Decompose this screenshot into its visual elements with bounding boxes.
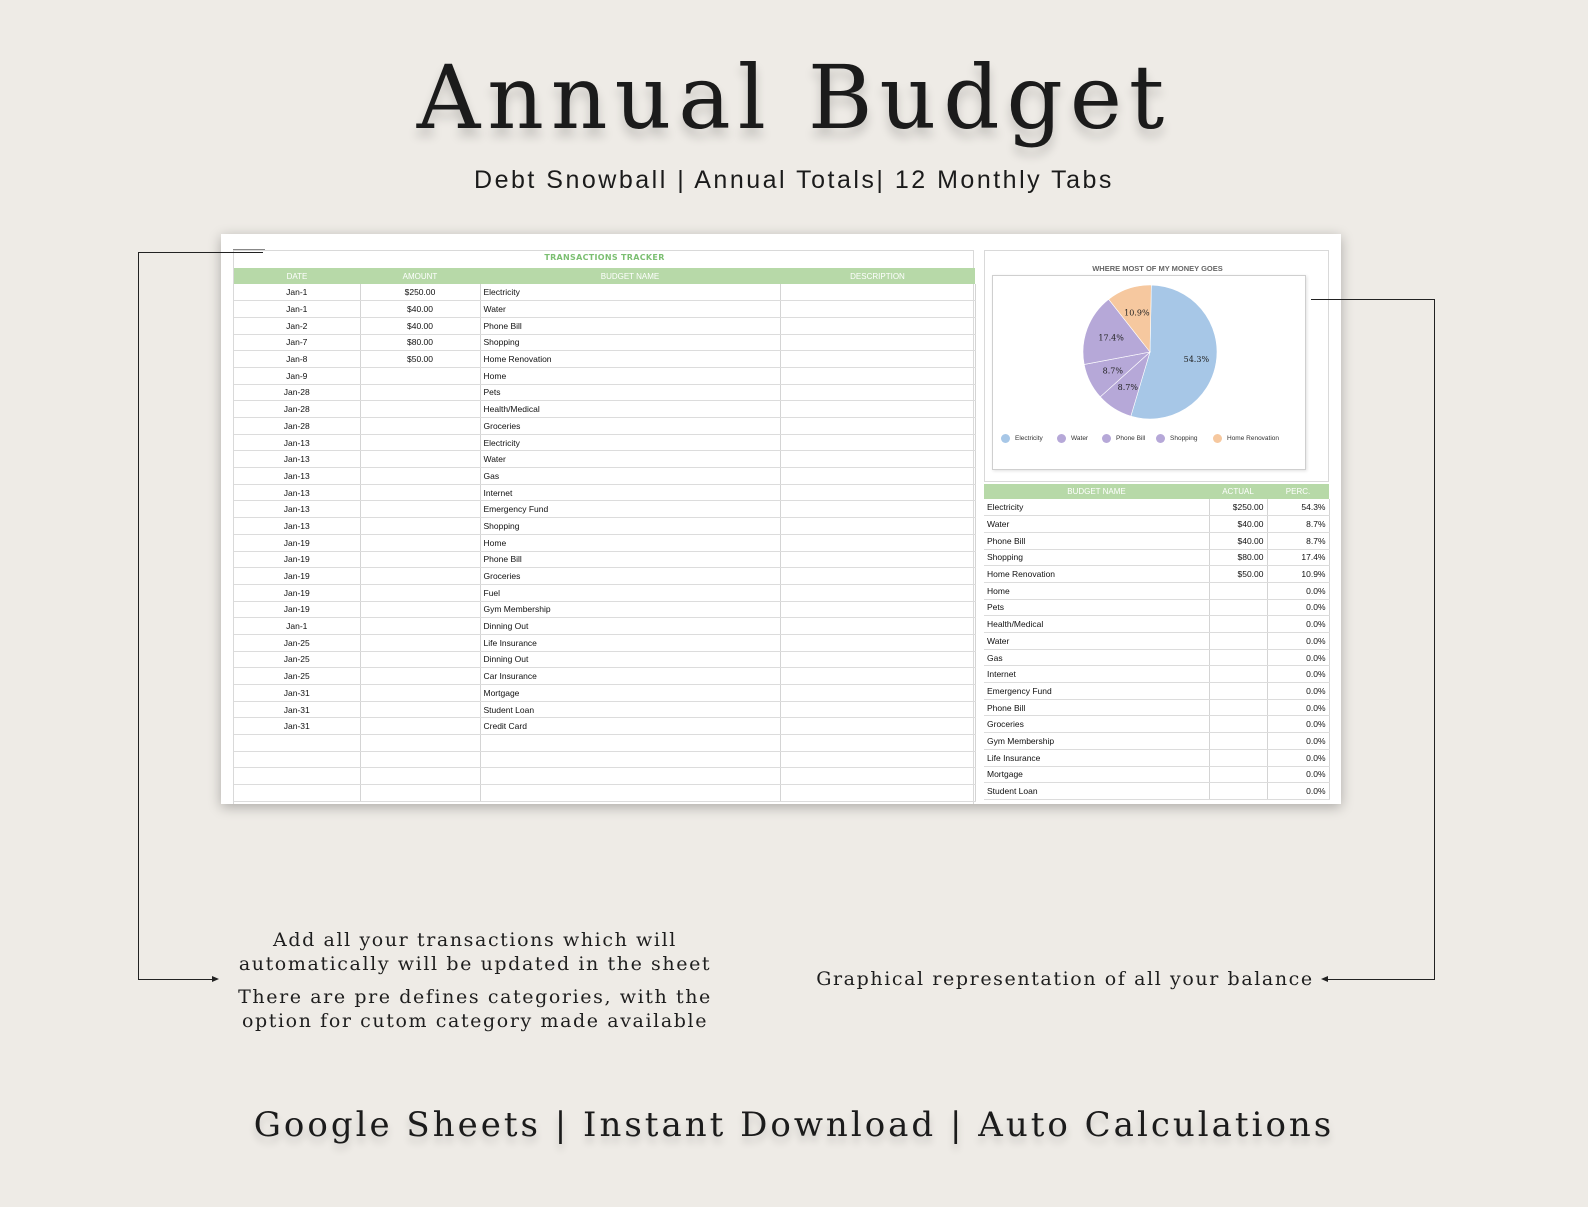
table-row — [984, 516, 1329, 533]
cell-budget-name[interactable]: Car Insurance — [480, 668, 780, 685]
cell-amount[interactable]: $40.00 — [360, 301, 480, 318]
cell-perc[interactable]: 8.7% — [1267, 516, 1329, 533]
table-row — [234, 484, 975, 501]
cell-budget-name[interactable]: Emergency Fund — [480, 501, 780, 518]
cell-date[interactable]: Jan-1 — [234, 618, 360, 635]
legend-item[interactable] — [1156, 434, 1197, 443]
cell-budget-name[interactable]: Groceries — [480, 568, 780, 585]
cell-amount[interactable] — [360, 384, 480, 401]
table-row — [984, 649, 1329, 666]
legend-label: Phone Bill — [1116, 435, 1146, 442]
table-row — [984, 499, 1329, 516]
table-row — [234, 601, 975, 618]
cell-amount[interactable] — [360, 534, 480, 551]
table-row — [234, 685, 975, 702]
summary-header-row — [984, 484, 1329, 499]
cell-date[interactable]: Jan-19 — [234, 568, 360, 585]
table-row — [234, 668, 975, 685]
cell-perc[interactable]: 17.4% — [1267, 549, 1329, 566]
cell-description[interactable] — [780, 718, 975, 735]
table-row — [984, 766, 1329, 783]
cell-description[interactable] — [780, 317, 975, 334]
cell-budget-name[interactable]: Shopping — [480, 518, 780, 535]
table-row — [234, 618, 975, 635]
cell-amount[interactable] — [360, 668, 480, 685]
table-row — [234, 284, 975, 301]
cell-description[interactable] — [780, 284, 975, 301]
cell-budget-name[interactable]: Water — [480, 301, 780, 318]
cell-date[interactable]: Jan-1 — [234, 284, 360, 301]
cell-description[interactable] — [780, 735, 975, 752]
col-header-summary-budget-name[interactable]: BUDGET NAME — [984, 484, 1209, 499]
table-row — [984, 733, 1329, 750]
cell-budget-name[interactable] — [480, 768, 780, 785]
table-row — [234, 751, 975, 768]
cell-date[interactable]: Jan-13 — [234, 518, 360, 535]
cell-budget-name[interactable]: Home — [984, 582, 1209, 599]
table-row — [984, 633, 1329, 650]
caption-transactions — [230, 928, 720, 976]
cell-perc[interactable]: 8.7% — [1267, 532, 1329, 549]
cell-date[interactable] — [234, 735, 360, 752]
cell-description[interactable] — [780, 685, 975, 702]
table-row — [234, 451, 975, 468]
cell-description[interactable] — [780, 451, 975, 468]
table-row — [234, 401, 975, 418]
caption-transactions-line1: Add all your transactions which will — [273, 929, 677, 951]
table-row — [234, 785, 975, 802]
legend-label: Home Renovation — [1227, 435, 1280, 442]
cell-amount[interactable] — [360, 434, 480, 451]
legend-swatch — [1102, 434, 1111, 443]
table-row — [234, 301, 975, 318]
cell-actual[interactable] — [1209, 582, 1267, 599]
cell-amount[interactable] — [360, 634, 480, 651]
cell-description[interactable] — [780, 401, 975, 418]
caption-graphical: Graphical representation of all your balance — [816, 968, 1314, 990]
cell-perc[interactable]: 0.0% — [1267, 649, 1329, 666]
cell-budget-name[interactable]: Student Loan — [984, 783, 1209, 800]
cell-perc[interactable]: 0.0% — [1267, 683, 1329, 700]
col-header-amount[interactable]: AMOUNT — [360, 268, 480, 284]
hero-subtitle: Debt Snowball | Annual Totals| 12 Monthly Tabs — [474, 166, 1114, 194]
cell-description[interactable] — [780, 351, 975, 368]
cell-budget-name[interactable]: Emergency Fund — [984, 683, 1209, 700]
cell-description[interactable] — [780, 434, 975, 451]
cell-date[interactable]: Jan-31 — [234, 718, 360, 735]
cell-budget-name[interactable] — [480, 735, 780, 752]
cell-amount[interactable]: $250.00 — [360, 284, 480, 301]
pie-data-label: 8.7% — [1102, 366, 1123, 376]
cell-budget-name[interactable]: Gym Membership — [480, 601, 780, 618]
cell-amount[interactable] — [360, 468, 480, 485]
cell-amount[interactable] — [360, 501, 480, 518]
cell-perc[interactable]: 0.0% — [1267, 766, 1329, 783]
table-row — [234, 651, 975, 668]
cell-date[interactable]: Jan-13 — [234, 501, 360, 518]
legend-item[interactable] — [1213, 434, 1279, 443]
table-row — [234, 468, 975, 485]
cell-actual[interactable] — [1209, 749, 1267, 766]
connector-line-right-bottom — [1327, 979, 1435, 980]
table-row — [984, 616, 1329, 633]
transactions-table — [234, 268, 976, 802]
legend-swatch — [1057, 434, 1066, 443]
cell-date[interactable]: Jan-19 — [234, 584, 360, 601]
connector-line-left-bottom — [138, 979, 214, 980]
cell-perc[interactable]: 0.0% — [1267, 783, 1329, 800]
cell-budget-name[interactable]: Pets — [480, 384, 780, 401]
cell-actual[interactable] — [1209, 599, 1267, 616]
table-row — [234, 518, 975, 535]
cell-date[interactable]: Jan-13 — [234, 468, 360, 485]
spreadsheet-preview — [221, 234, 1341, 804]
table-row — [984, 699, 1329, 716]
cell-perc[interactable]: 0.0% — [1267, 599, 1329, 616]
chart-legend — [1001, 434, 1301, 446]
table-row — [984, 716, 1329, 733]
col-header-perc[interactable]: PERC. — [1267, 484, 1329, 499]
cell-date[interactable]: Jan-13 — [234, 434, 360, 451]
cell-budget-name[interactable]: Groceries — [480, 418, 780, 435]
cell-description[interactable] — [780, 534, 975, 551]
pie-data-label: 8.7% — [1117, 383, 1138, 393]
transactions-tracker — [233, 250, 974, 804]
table-row — [234, 434, 975, 451]
arrow-left-icon — [1321, 976, 1328, 982]
caption-transactions-line2: automatically will be updated in the sheet — [238, 953, 712, 975]
cell-date[interactable]: Jan-31 — [234, 701, 360, 718]
arrow-right-icon — [212, 976, 219, 982]
cell-date[interactable]: Jan-9 — [234, 367, 360, 384]
cell-description[interactable] — [780, 584, 975, 601]
cell-amount[interactable] — [360, 551, 480, 568]
cell-amount[interactable] — [360, 735, 480, 752]
cell-actual[interactable] — [1209, 616, 1267, 633]
cell-description[interactable] — [780, 518, 975, 535]
col-header-actual[interactable]: ACTUAL — [1209, 484, 1267, 499]
pie-data-label: 10.9% — [1124, 308, 1150, 318]
footer-features: Google Sheets | Instant Download | Auto Calculations — [253, 1105, 1335, 1145]
cell-budget-name[interactable]: Pets — [984, 599, 1209, 616]
cell-date[interactable]: Jan-19 — [234, 601, 360, 618]
cell-date[interactable]: Jan-28 — [234, 384, 360, 401]
cell-actual[interactable] — [1209, 733, 1267, 750]
table-row — [234, 418, 975, 435]
cell-amount[interactable] — [360, 568, 480, 585]
table-row — [234, 568, 975, 585]
cell-budget-name[interactable]: Health/Medical — [480, 401, 780, 418]
cell-budget-name[interactable]: Life Insurance — [984, 749, 1209, 766]
cell-perc[interactable]: 0.0% — [1267, 733, 1329, 750]
cell-perc[interactable]: 0.0% — [1267, 633, 1329, 650]
cell-budget-name[interactable]: Electricity — [480, 284, 780, 301]
cell-date[interactable]: Jan-2 — [234, 317, 360, 334]
caption-categories-line1: There are pre defines categories, with the — [238, 986, 712, 1008]
cell-perc[interactable]: 0.0% — [1267, 716, 1329, 733]
cell-actual[interactable] — [1209, 783, 1267, 800]
cell-budget-name[interactable]: Phone Bill — [984, 532, 1209, 549]
cell-amount[interactable] — [360, 367, 480, 384]
cell-actual[interactable]: $50.00 — [1209, 566, 1267, 583]
cell-budget-name[interactable]: Internet — [984, 666, 1209, 683]
cell-description[interactable] — [780, 301, 975, 318]
cell-budget-name[interactable]: Shopping — [480, 334, 780, 351]
hero-title: Annual Budget — [416, 46, 1172, 149]
cell-actual[interactable] — [1209, 649, 1267, 666]
legend-label: Shopping — [1170, 435, 1198, 442]
cell-description[interactable] — [780, 468, 975, 485]
cell-budget-name[interactable] — [480, 785, 780, 802]
cell-budget-name[interactable]: Student Loan — [480, 701, 780, 718]
cell-description[interactable] — [780, 651, 975, 668]
table-row — [234, 384, 975, 401]
connector-line-right-top — [1311, 299, 1435, 300]
connector-line-left-top — [138, 252, 263, 253]
cell-perc[interactable]: 0.0% — [1267, 749, 1329, 766]
cell-actual[interactable] — [1209, 766, 1267, 783]
cell-amount[interactable] — [360, 718, 480, 735]
connector-line-right-vertical — [1434, 299, 1435, 979]
cell-date[interactable]: Jan-28 — [234, 401, 360, 418]
table-row — [234, 551, 975, 568]
cell-amount[interactable]: $50.00 — [360, 351, 480, 368]
cell-perc[interactable]: 0.0% — [1267, 582, 1329, 599]
cell-budget-name[interactable]: Dinning Out — [480, 651, 780, 668]
legend-label: Electricity — [1015, 435, 1043, 442]
cell-budget-name[interactable]: Phone Bill — [480, 317, 780, 334]
cell-amount[interactable] — [360, 451, 480, 468]
cell-amount[interactable] — [360, 484, 480, 501]
table-row — [984, 599, 1329, 616]
cell-date[interactable]: Jan-19 — [234, 534, 360, 551]
cell-actual[interactable] — [1209, 683, 1267, 700]
cell-description[interactable] — [780, 484, 975, 501]
table-row — [234, 367, 975, 384]
cell-date[interactable]: Jan-25 — [234, 668, 360, 685]
cell-budget-name[interactable]: Gas — [984, 649, 1209, 666]
table-row — [984, 783, 1329, 800]
transactions-title: TRANSACTIONS TRACKER — [544, 253, 665, 262]
table-row — [984, 666, 1329, 683]
cell-perc[interactable]: 0.0% — [1267, 699, 1329, 716]
cell-date[interactable] — [234, 768, 360, 785]
cell-description[interactable] — [780, 668, 975, 685]
transactions-header-row — [234, 268, 975, 284]
table-row — [234, 634, 975, 651]
cell-description[interactable] — [780, 501, 975, 518]
legend-item[interactable] — [1102, 434, 1145, 443]
cell-budget-name[interactable]: Phone Bill — [984, 699, 1209, 716]
cell-budget-name[interactable] — [480, 751, 780, 768]
cell-description[interactable] — [780, 701, 975, 718]
cell-actual[interactable] — [1209, 633, 1267, 650]
table-row — [234, 718, 975, 735]
cell-budget-name[interactable]: Dinning Out — [480, 618, 780, 635]
cell-budget-name[interactable]: Health/Medical — [984, 616, 1209, 633]
cell-date[interactable]: Jan-25 — [234, 651, 360, 668]
cell-description[interactable] — [780, 768, 975, 785]
legend-swatch — [1156, 434, 1165, 443]
cell-description[interactable] — [780, 384, 975, 401]
cell-date[interactable] — [234, 751, 360, 768]
legend-swatch — [1213, 434, 1222, 443]
cell-budget-name[interactable]: Home — [480, 367, 780, 384]
cell-amount[interactable] — [360, 584, 480, 601]
cell-description[interactable] — [780, 751, 975, 768]
table-row — [234, 735, 975, 752]
col-header-budget-name[interactable]: BUDGET NAME — [480, 268, 780, 284]
cell-amount[interactable] — [360, 418, 480, 435]
cell-budget-name[interactable]: Groceries — [984, 716, 1209, 733]
cell-description[interactable] — [780, 568, 975, 585]
cell-actual[interactable] — [1209, 699, 1267, 716]
cell-perc[interactable]: 0.0% — [1267, 616, 1329, 633]
cell-amount[interactable] — [360, 401, 480, 418]
cell-date[interactable]: Jan-13 — [234, 451, 360, 468]
caption-categories — [230, 985, 720, 1033]
table-row — [234, 317, 975, 334]
cell-amount[interactable] — [360, 685, 480, 702]
cell-amount[interactable] — [360, 651, 480, 668]
cell-budget-name[interactable]: Internet — [480, 484, 780, 501]
cell-date[interactable]: Jan-1 — [234, 301, 360, 318]
cell-budget-name[interactable]: Shopping — [984, 549, 1209, 566]
caption-categories-line2: option for cutom category made available — [241, 1010, 709, 1032]
cell-budget-name[interactable]: Gas — [480, 468, 780, 485]
table-row — [984, 549, 1329, 566]
table-row — [234, 334, 975, 351]
cell-budget-name[interactable]: Life Insurance — [480, 634, 780, 651]
col-header-description[interactable]: DESCRIPTION — [780, 268, 975, 284]
cell-amount[interactable]: $80.00 — [360, 334, 480, 351]
cell-amount[interactable] — [360, 701, 480, 718]
cell-budget-name[interactable]: Gym Membership — [984, 733, 1209, 750]
legend-item[interactable] — [1001, 434, 1043, 443]
cell-budget-name[interactable]: Home — [480, 534, 780, 551]
table-row — [234, 501, 975, 518]
cell-actual[interactable] — [1209, 666, 1267, 683]
table-row — [984, 749, 1329, 766]
cell-description[interactable] — [780, 618, 975, 635]
cell-budget-name[interactable]: Home Renovation — [480, 351, 780, 368]
cell-description[interactable] — [780, 334, 975, 351]
cell-amount[interactable] — [360, 601, 480, 618]
pie-data-label: 17.4% — [1098, 333, 1124, 343]
cell-amount[interactable] — [360, 751, 480, 768]
cell-budget-name[interactable]: Electricity — [480, 434, 780, 451]
cell-budget-name[interactable]: Credit Card — [480, 718, 780, 735]
cell-amount[interactable] — [360, 618, 480, 635]
cell-actual[interactable] — [1209, 716, 1267, 733]
cell-budget-name[interactable]: Water — [480, 451, 780, 468]
chart-panel — [984, 250, 1329, 482]
cell-amount[interactable] — [360, 785, 480, 802]
cell-perc[interactable]: 0.0% — [1267, 666, 1329, 683]
cell-actual[interactable]: $250.00 — [1209, 499, 1267, 516]
cell-budget-name[interactable]: Home Renovation — [984, 566, 1209, 583]
table-row — [234, 584, 975, 601]
cell-description[interactable] — [780, 367, 975, 384]
cell-budget-name[interactable]: Water — [984, 516, 1209, 533]
cell-amount[interactable]: $40.00 — [360, 317, 480, 334]
table-row — [984, 532, 1329, 549]
cell-actual[interactable]: $80.00 — [1209, 549, 1267, 566]
cell-description[interactable] — [780, 634, 975, 651]
cell-description[interactable] — [780, 785, 975, 802]
cell-date[interactable]: Jan-28 — [234, 418, 360, 435]
cell-date[interactable]: Jan-31 — [234, 685, 360, 702]
table-row — [984, 566, 1329, 583]
connector-line-left-vertical — [138, 252, 139, 980]
pie-chart[interactable] — [992, 275, 1306, 470]
cell-perc[interactable]: 10.9% — [1267, 566, 1329, 583]
pie-data-label: 54.3% — [1183, 355, 1210, 365]
cell-amount[interactable] — [360, 518, 480, 535]
table-row — [984, 582, 1329, 599]
cell-description[interactable] — [780, 418, 975, 435]
cell-budget-name[interactable]: Mortgage — [984, 766, 1209, 783]
cell-date[interactable]: Jan-8 — [234, 351, 360, 368]
cell-date[interactable]: Jan-25 — [234, 634, 360, 651]
cell-budget-name[interactable]: Mortgage — [480, 685, 780, 702]
budget-summary-table — [984, 484, 1330, 800]
legend-label: Water — [1071, 435, 1089, 442]
cell-date[interactable] — [234, 785, 360, 802]
table-row — [234, 768, 975, 785]
cell-budget-name[interactable]: Electricity — [984, 499, 1209, 516]
cell-amount[interactable] — [360, 768, 480, 785]
cell-description[interactable] — [780, 551, 975, 568]
cell-budget-name[interactable]: Water — [984, 633, 1209, 650]
legend-item[interactable] — [1057, 434, 1088, 443]
table-row — [984, 683, 1329, 700]
legend-swatch — [1001, 434, 1010, 443]
cell-date[interactable]: Jan-19 — [234, 551, 360, 568]
cell-description[interactable] — [780, 601, 975, 618]
table-row — [234, 351, 975, 368]
cell-actual[interactable]: $40.00 — [1209, 516, 1267, 533]
cell-perc[interactable]: 54.3% — [1267, 499, 1329, 516]
cell-date[interactable]: Jan-7 — [234, 334, 360, 351]
cell-actual[interactable]: $40.00 — [1209, 532, 1267, 549]
cell-budget-name[interactable]: Fuel — [480, 584, 780, 601]
cell-budget-name[interactable]: Phone Bill — [480, 551, 780, 568]
chart-title: WHERE MOST OF MY MONEY GOES — [1092, 264, 1223, 273]
table-row — [234, 534, 975, 551]
col-header-date[interactable]: DATE — [234, 268, 360, 284]
table-row — [234, 701, 975, 718]
cell-date[interactable]: Jan-13 — [234, 484, 360, 501]
